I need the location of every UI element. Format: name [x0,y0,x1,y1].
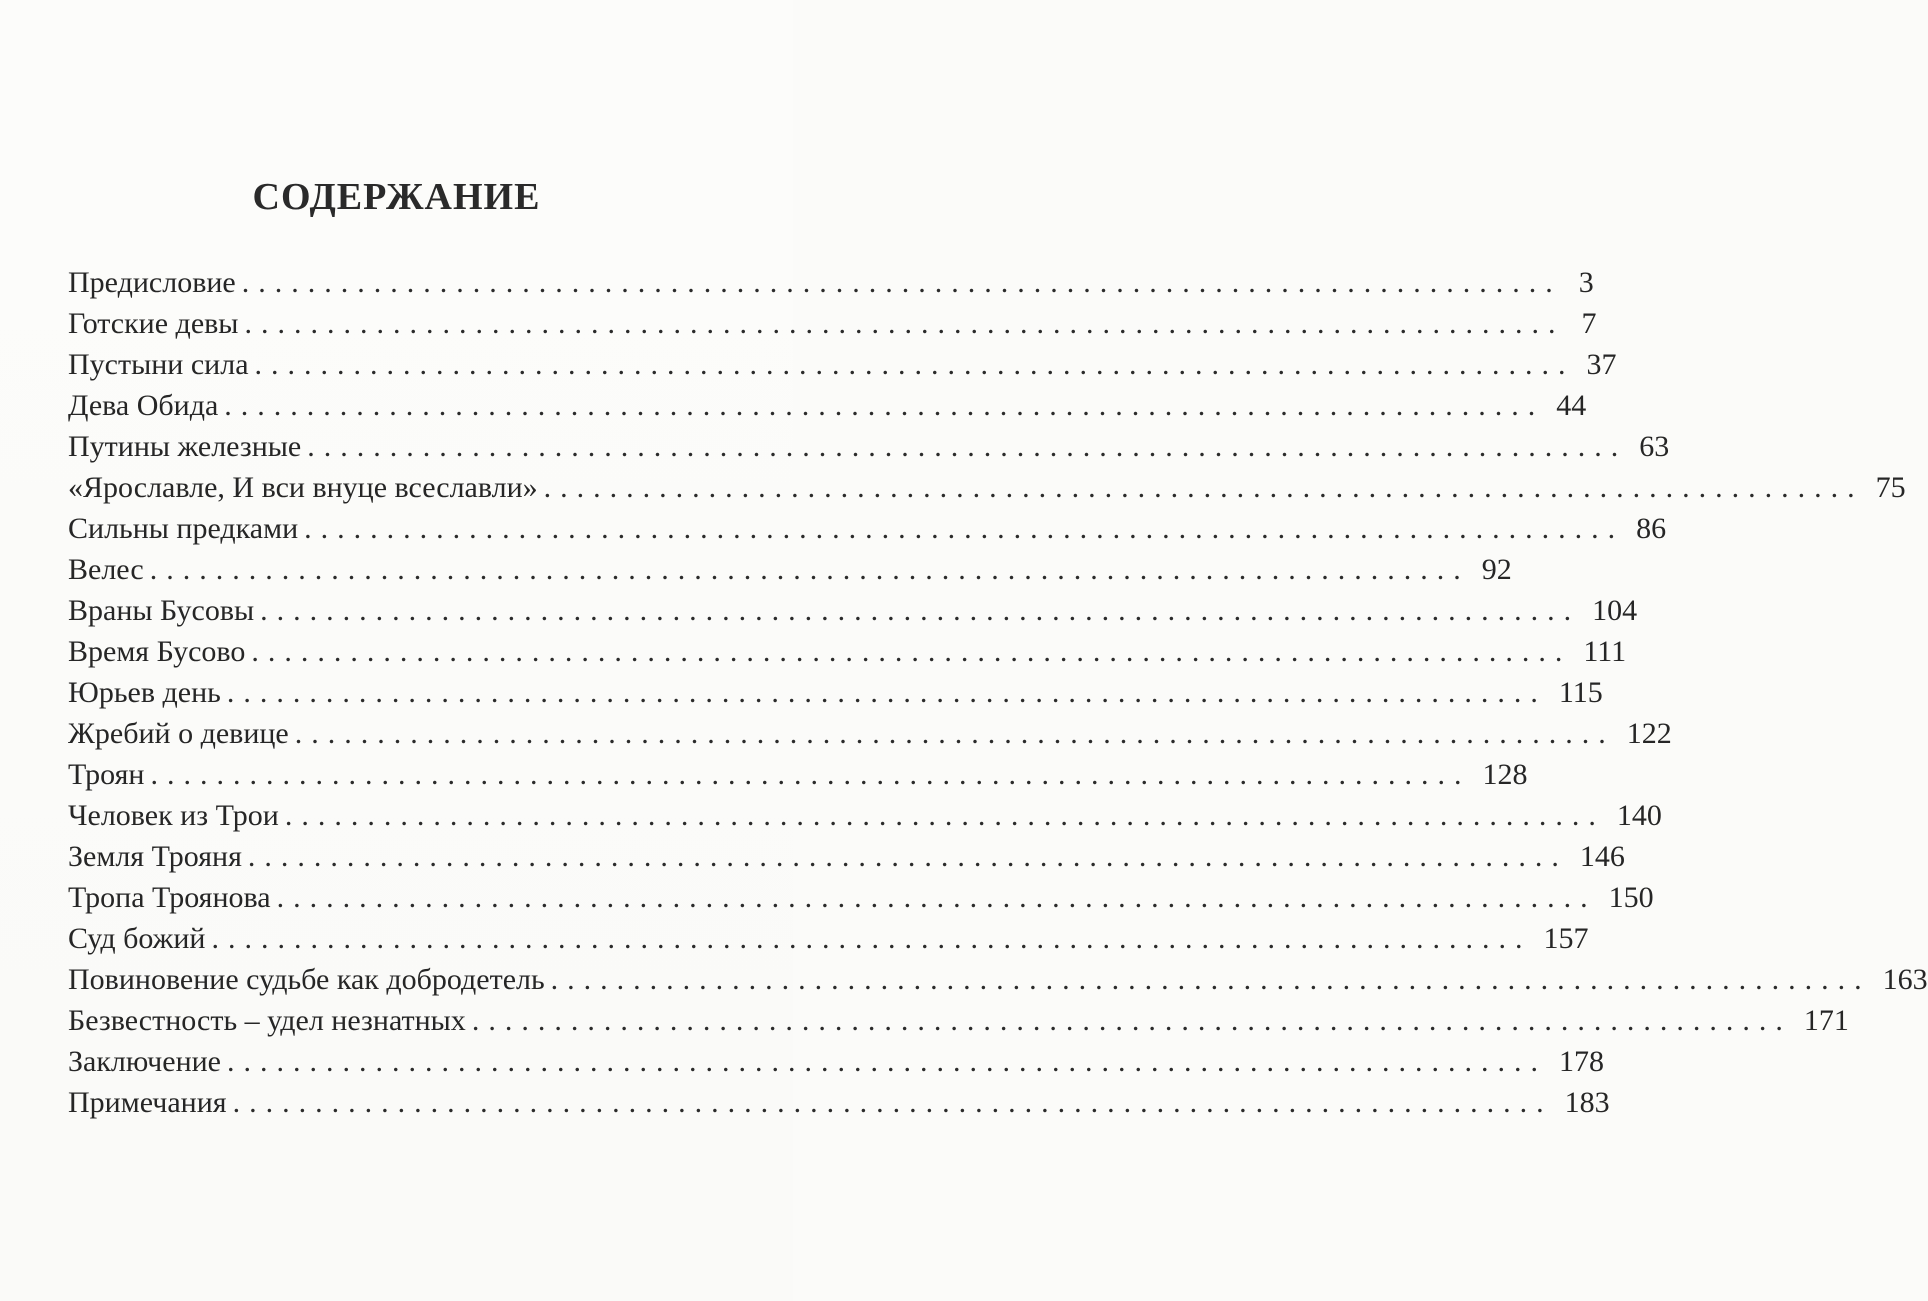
toc-entry [68,918,1589,959]
dot-leader: ................................................................................ [304,512,1625,545]
toc-entry [68,754,1528,795]
toc-entry [68,836,1625,877]
page-number: 63 [1639,430,1670,463]
dot-leader: ................................................................................ [224,389,1545,422]
page-number: 44 [1556,389,1587,422]
entry-title: Безвестность – удел незнатных [68,1004,466,1037]
page-number: 171 [1803,1004,1849,1037]
entry-title: Троян [68,758,145,791]
dot-leader: ................................................................................ [550,963,1871,996]
dot-leader: ................................................................................ [260,594,1581,627]
toc-entry [68,959,1928,1000]
page-number: 3 [1578,266,1594,299]
page-number: 92 [1481,553,1512,586]
dot-leader: ................................................................................ [251,635,1572,668]
entry-title: Юрьев день [68,676,221,709]
toc-entry [68,303,1597,344]
toc-entry [68,467,1906,508]
dot-leader: ................................................................................ [149,553,1470,586]
page-number: 146 [1579,840,1625,873]
entry-title: Враны Бусовы [68,594,255,627]
page-number: 104 [1592,594,1638,627]
page-number: 163 [1882,963,1928,996]
toc-entry [68,672,1603,713]
entry-title: Сильны предками [68,512,299,545]
dot-leader: ................................................................................ [150,758,1471,791]
dot-leader: ................................................................................ [276,881,1597,914]
page-number: 150 [1608,881,1654,914]
page-number: 86 [1636,512,1667,545]
toc-entry [68,713,1672,754]
page-number: 157 [1543,922,1589,955]
toc-entry [68,344,1617,385]
toc-entry [68,1082,1610,1123]
page-number: 122 [1626,717,1672,750]
page-number: 37 [1586,348,1617,381]
dot-leader: ................................................................................ [227,1045,1547,1078]
toc-entry [68,590,1638,631]
page-title: СОДЕРЖАНИЕ [252,176,541,218]
table-of-contents [68,262,1928,1123]
dot-leader: ................................................................................ [294,717,1615,750]
entry-title: «Ярославле, И вси внуце всеславли» [68,471,538,504]
entry-title: Заключение [68,1045,221,1078]
toc-entry [68,262,1594,303]
entry-title: Тропа Троянова [68,881,271,914]
entry-title: Примечания [68,1086,227,1119]
toc-entry [68,795,1662,836]
entry-title: Суд божий [68,922,206,955]
page-number: 111 [1583,635,1627,668]
toc-entry [68,1041,1604,1082]
entry-title: Человек из Трои [68,799,279,832]
dot-leader: ................................................................................ [254,348,1575,381]
entry-title: Жребий о девице [68,717,289,750]
page-number: 178 [1559,1045,1604,1078]
entry-title: Дева Обида [68,389,219,422]
entry-title: Путины железные [68,430,302,463]
dot-leader: ................................................................................ [307,430,1628,463]
dot-leader: ................................................................................ [471,1004,1792,1037]
dot-leader: ................................................................................ [232,1086,1553,1119]
dot-leader: ................................................................................ [244,307,1565,340]
toc-entry [68,426,1670,467]
entry-title: Готские девы [68,307,239,340]
toc-entry [68,508,1667,549]
page-number: 115 [1558,676,1603,709]
entry-title: Пустыни сила [68,348,249,381]
toc-entry [68,385,1587,426]
toc-entry [68,877,1654,918]
page-number: 183 [1564,1086,1610,1119]
entry-title: Земля Трояня [68,840,242,873]
entry-title: Предисловие [68,266,236,299]
toc-entry [68,631,1627,672]
dot-leader: ................................................................................ [226,676,1547,709]
dot-leader: ................................................................................ [241,266,1562,299]
page-number: 140 [1616,799,1662,832]
toc-entry [68,549,1512,590]
entry-title: Велес [68,553,144,586]
page-number: 7 [1581,307,1597,340]
dot-leader: ................................................................................ [211,922,1532,955]
page-number: 75 [1875,471,1906,504]
page-number: 128 [1482,758,1528,791]
dot-leader: ................................................................................ [247,840,1568,873]
dot-leader: ................................................................................ [543,471,1864,504]
toc-entry [68,1000,1849,1041]
dot-leader: ................................................................................ [284,799,1605,832]
entry-title: Повиновение судьбе как добродетель [68,963,545,996]
entry-title: Время Бусово [68,635,246,668]
